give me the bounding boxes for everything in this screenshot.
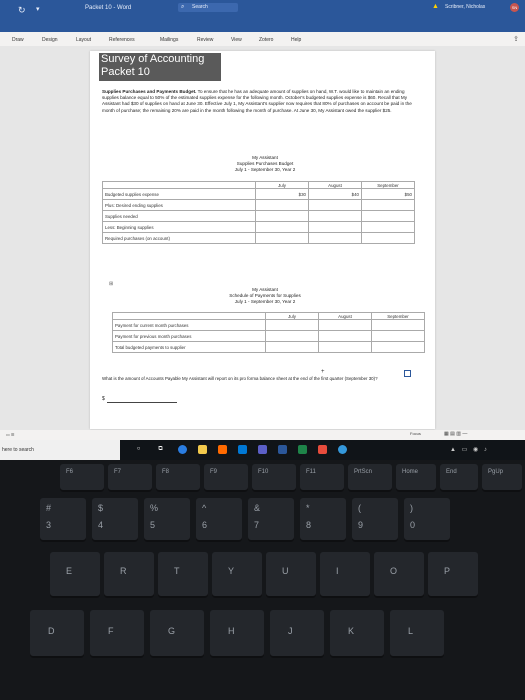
key-f[interactable]: F — [90, 610, 144, 658]
status-bar — [0, 430, 525, 440]
key-p[interactable]: P — [428, 552, 478, 598]
key-5[interactable]: % 5 — [144, 498, 190, 542]
status-page-icon[interactable]: ▭ ☰ — [6, 432, 15, 437]
cell-september[interactable] — [372, 320, 425, 331]
table2-caption-period: July 1 - September 30, Year 2 — [234, 299, 296, 305]
key-f9[interactable]: F9 — [204, 464, 248, 492]
cell-july[interactable] — [256, 233, 309, 244]
table1-caption-title: Supplies Purchases Budget — [236, 161, 294, 167]
table2-caption-title: Schedule of Payments for Supplies — [229, 293, 301, 299]
cell-august[interactable] — [319, 342, 372, 353]
cell-september[interactable] — [372, 342, 425, 353]
view-buttons-icon[interactable]: ▦ ▤ ▥ — — [444, 431, 468, 437]
problem-paragraph — [102, 89, 412, 114]
key-t[interactable]: T — [158, 552, 208, 598]
key-u[interactable]: U — [266, 552, 316, 598]
table-row — [113, 320, 425, 331]
key-4[interactable]: $ 4 — [92, 498, 138, 542]
quick-access-dropdown-icon[interactable]: ▾ — [36, 6, 40, 13]
table2-caption-company: My Assistant — [252, 287, 278, 292]
table-row — [103, 211, 415, 222]
table2-header-blank — [113, 313, 266, 320]
key-o[interactable]: O — [374, 552, 424, 598]
key-home[interactable]: Home — [396, 464, 436, 492]
table-row — [113, 342, 425, 353]
key-f8[interactable]: F8 — [156, 464, 200, 492]
cell-august[interactable] — [309, 211, 362, 222]
key-h[interactable]: H — [210, 610, 264, 658]
ribbon-tabs — [0, 32, 525, 47]
tab-review[interactable]: Review — [197, 37, 214, 43]
teams-icon[interactable] — [258, 445, 267, 454]
cell-july[interactable] — [256, 222, 309, 233]
search-box[interactable] — [178, 3, 238, 12]
row-label: Required purchases (on account) — [103, 233, 256, 244]
table1-header-blank — [103, 182, 256, 189]
payments-schedule-table — [112, 312, 425, 353]
edge-icon[interactable] — [338, 445, 347, 454]
key-g[interactable]: G — [150, 610, 204, 658]
laptop-keyboard — [0, 460, 525, 700]
supplies-purchases-table — [102, 181, 415, 244]
document-subheading: Packet 10 — [101, 66, 150, 78]
table2-header-september: September — [372, 313, 425, 320]
word-title-bar — [0, 0, 525, 32]
chrome-icon[interactable] — [178, 445, 187, 454]
row-label: Payment for previous month purchases — [113, 331, 266, 342]
table-move-handle-icon[interactable]: ⊞ — [109, 281, 114, 287]
cell-september[interactable] — [362, 233, 415, 244]
document-heading: Survey of Accounting — [101, 53, 205, 65]
tab-help[interactable]: Help — [291, 37, 302, 43]
document-header-block — [99, 53, 221, 81]
table1-caption-company: My Assistant — [252, 155, 278, 160]
task-view-icon[interactable]: ⧉ — [158, 446, 163, 452]
table-row — [103, 200, 415, 211]
key-j[interactable]: J — [270, 610, 324, 658]
cell-september[interactable] — [372, 331, 425, 342]
row-label: Budgeted supplies expense — [103, 189, 256, 200]
word-icon[interactable] — [278, 445, 287, 454]
tab-view[interactable]: View — [231, 37, 242, 43]
document-page[interactable] — [90, 51, 435, 429]
table2-header-august: August — [319, 313, 372, 320]
table-row — [103, 233, 415, 244]
cell-september[interactable] — [362, 200, 415, 211]
document-title: Packet 10 - Word — [85, 5, 132, 11]
key-e[interactable]: E — [50, 552, 100, 598]
excel-icon[interactable] — [298, 445, 307, 454]
table2-header-july: July — [266, 313, 319, 320]
problem-title: Supplies Purchases and Payments Budget. — [102, 89, 197, 94]
key-3[interactable]: # 3 — [40, 498, 86, 542]
cell-september[interactable] — [362, 211, 415, 222]
cell-august[interactable] — [309, 200, 362, 211]
app-icon[interactable] — [318, 445, 327, 454]
key-9[interactable]: ( 9 — [352, 498, 398, 542]
table-row — [103, 189, 415, 200]
key-f11[interactable]: F11 — [300, 464, 344, 492]
key-l[interactable]: L — [390, 610, 444, 658]
tab-draw[interactable]: Draw — [12, 37, 24, 43]
cell-august[interactable] — [309, 233, 362, 244]
cell-july[interactable] — [256, 200, 309, 211]
taskbar-search-input[interactable]: here to search — [0, 440, 120, 460]
warning-icon[interactable]: ▲ — [432, 3, 439, 10]
key-f6[interactable]: F6 — [60, 464, 104, 492]
row-label: Payment for current month purchases — [113, 320, 266, 331]
tab-references[interactable]: References — [109, 37, 135, 43]
cursor-crosshair-icon: + — [321, 369, 325, 375]
tab-mailings[interactable]: Mailings — [160, 37, 179, 43]
key-d[interactable]: D — [30, 610, 84, 658]
table1-caption-period: July 1 - September 30, Year 2 — [234, 167, 296, 173]
key-pgup[interactable]: PgUp — [482, 464, 522, 492]
user-name[interactable]: Scribner, Nicholas — [445, 4, 486, 10]
office-icon[interactable] — [218, 445, 227, 454]
cell-september[interactable] — [362, 222, 415, 233]
key-prtscn[interactable]: PrtScn — [348, 464, 392, 492]
system-tray-icon[interactable]: ▲ ▭ ◉ ♪ — [450, 447, 489, 453]
table1-header-july: July — [256, 182, 309, 189]
problem-text: To ensure that he has an adequate amount of supplies on hand, W.T. would like to maintain an ending supplies balance equal to 50% of the estimated supplies expense for the following month. October's budgeted supplies expense is $60. Recall that My Assistant had $30 of supplies on hand at June 30. Effective July 1, My Assistant's supplier now requires that 80% of purchases on account be paid in the month of purchase; the remaining 20% are paid in the month following the month of purchase. At June 30, My Assistant owed the supplier $25. — [102, 89, 412, 113]
key-r[interactable]: R — [104, 552, 154, 598]
row-label: Plus: Desired ending supplies — [103, 200, 256, 211]
cell-september[interactable]: $50 — [362, 189, 415, 200]
cell-august[interactable] — [309, 222, 362, 233]
table1-caption — [190, 155, 340, 174]
table-row — [113, 331, 425, 342]
table1-header-september: September — [362, 182, 415, 189]
cell-july[interactable] — [256, 211, 309, 222]
key-k[interactable]: K — [330, 610, 384, 658]
key-0[interactable]: ) 0 — [404, 498, 450, 542]
key-8[interactable]: * 8 — [300, 498, 346, 542]
search-label: Search — [192, 4, 208, 10]
answer-blank[interactable] — [107, 402, 177, 403]
cell-august[interactable] — [319, 320, 372, 331]
cell-july[interactable]: $30 — [256, 189, 309, 200]
table1-header-august: August — [309, 182, 362, 189]
cell-august[interactable] — [319, 331, 372, 342]
cell-july[interactable] — [266, 342, 319, 353]
document-canvas — [0, 46, 525, 430]
key-7[interactable]: & 7 — [248, 498, 294, 542]
tab-layout[interactable]: Layout — [76, 37, 92, 43]
redo-icon[interactable]: ↻ — [18, 5, 26, 15]
table-row — [103, 222, 415, 233]
key-f10[interactable]: F10 — [252, 464, 296, 492]
tab-zotero[interactable]: Zotero — [259, 37, 274, 43]
ribbon-share-icon[interactable]: ⇪ — [513, 36, 519, 43]
key-y[interactable]: Y — [212, 552, 262, 598]
search-icon: ⌕ — [181, 4, 185, 10]
key-6[interactable]: ^ 6 — [196, 498, 242, 542]
question-text: What is the amount of Accounts Payable My Assistant will report on its pro forma balance sheet at the end of the first quarter (September 30)? — [102, 376, 378, 381]
cortana-icon[interactable]: ○ — [136, 446, 141, 452]
cell-july[interactable] — [266, 331, 319, 342]
row-label: Total budgeted payments to supplier — [113, 342, 266, 353]
row-label: Less: Beginning supplies — [103, 222, 256, 233]
mail-icon[interactable] — [238, 445, 247, 454]
table2-caption — [190, 287, 340, 306]
key-end[interactable]: End — [440, 464, 478, 492]
cell-august[interactable]: $40 — [309, 189, 362, 200]
cell-july[interactable] — [266, 320, 319, 331]
tab-design[interactable]: Design — [42, 37, 58, 43]
key-f7[interactable]: F7 — [108, 464, 152, 492]
avatar[interactable]: SN — [511, 5, 518, 10]
key-i[interactable]: I — [320, 552, 370, 598]
focus-mode-button[interactable]: Focus — [410, 431, 421, 436]
answer-prefix: $ — [102, 396, 105, 402]
row-label: Supplies needed — [103, 211, 256, 222]
windows-taskbar — [0, 440, 525, 460]
file-explorer-icon[interactable] — [198, 445, 207, 454]
